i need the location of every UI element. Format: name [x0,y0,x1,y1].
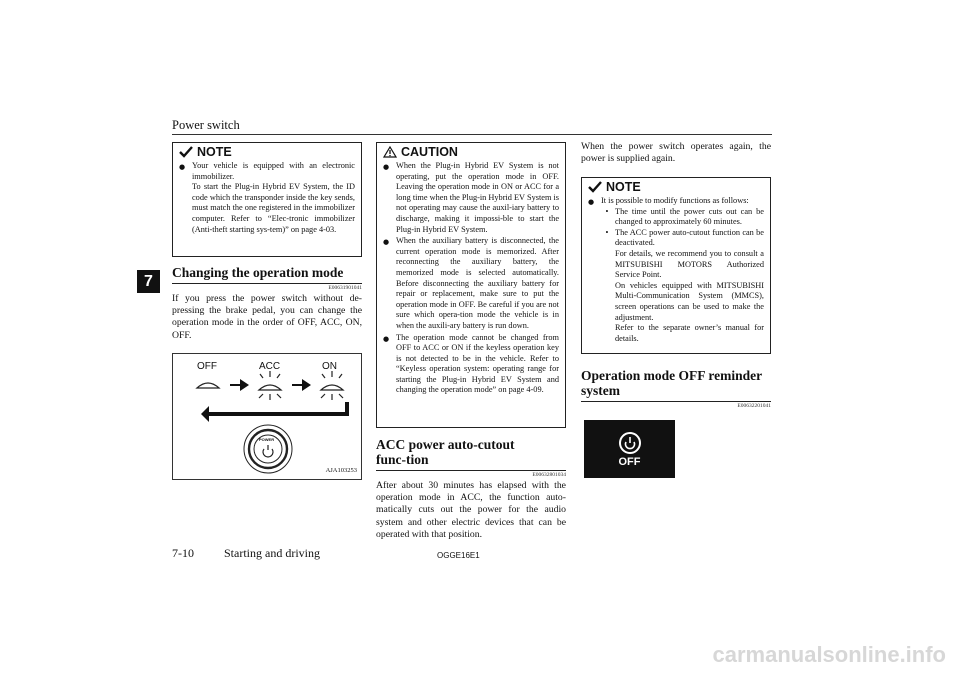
sub-item-1: The time until the power cuts out can be changed to approximately 60 minutes. [615,206,764,227]
caution-box [376,142,566,428]
section-rule [581,401,771,402]
section-title: ACC power auto-cutout func-tion [376,437,515,467]
section-changing-mode [172,265,362,342]
sub-item-2: The ACC power auto-cutout function can be deactivated. [615,227,764,248]
right-note-box [581,177,771,354]
on-lamp-icon [321,385,343,390]
sub-bullet-icon: • [605,206,609,216]
arrow-right-icon [292,379,311,391]
note-header [173,143,361,160]
section-title: Changing the operation mode [172,265,344,280]
note-lead: It is possible to modify functions as follows: [601,196,749,205]
note-extra-1: For details, we recommend you to consult a MITSUBISHI MOTORS Authorized Service Point. [615,248,764,280]
section-body: After about 30 minutes has elapsed with the operation mode in ACC, the function auto-matically cuts out the power for the audio system and other electric devices that can be operated with that position. [376,480,566,540]
label-on: ON [322,361,337,372]
label-acc: ACC [259,361,281,372]
footer-page-number: 7-10 [172,546,194,560]
right-intro-text: When the power switch operates again, the power is supplied again. [581,141,771,165]
bullet-circle-icon: ● [179,163,186,171]
section-acc-cutout [376,437,566,541]
caution-label: CAUTION [401,145,458,159]
list-item [603,207,764,228]
left-note-box [172,142,362,257]
list-item [179,161,355,235]
operation-mode-figure [172,353,362,480]
page-header-title: Power switch [172,118,240,132]
caution-item-3: The operation mode cannot be changed from OFF to ACC or ON if the keyless operation key is not detected to be in the vehicle. Refer to “Keyless operation system: operating range for starting the Plug-in Hybrid EV System and changing the operation mode” on page 4-09. [396,332,559,395]
off-lamp-icon [197,383,219,388]
header-rule [172,134,772,135]
off-indicator-text: OFF [618,456,641,468]
watermark: carmanualsonline.info [712,642,946,667]
list-item [588,196,764,344]
note-check-icon [588,181,602,193]
bullet-circle-icon: ● [383,163,390,171]
section-rule [172,283,362,284]
section-code: E00632801034 [532,472,566,478]
sub-bullet-icon: • [605,227,609,237]
list-item [383,333,559,397]
section-off-reminder [581,368,771,409]
bullet-circle-icon: ● [588,198,595,206]
figure-code: AJA103253 [325,467,357,474]
caution-header [377,143,565,160]
note-check-icon [179,146,193,158]
note-text: Your vehicle is equipped with an electronic immobilizer. [192,161,355,181]
bullet-circle-icon: ● [383,238,390,247]
acc-lamp-icon [259,385,281,390]
mode-diagram [173,354,363,481]
note-label: NOTE [606,180,641,194]
arrow-right-icon [230,379,249,391]
note-header [582,178,770,195]
section-code: E00631901041 [328,285,362,291]
caution-item-2: When the auxiliary battery is disconnected, the current operation mode is memorized. After reconnecting the auxiliary battery, the memorized mode is selected automatically. Before disconnecting the auxiliary battery for repair or replacement, make sure to put the operation mode in OFF. Be careful if you are not sure which opera-tion mode the vehicle is in when the auxili-ary battery is run down. [396,236,559,330]
power-button-label: POWER [259,437,275,442]
note-text-2: To start the Plug-in Hybrid EV System, the ID code which the transponder inside the key sends, must match the one registered in the immobilizer computer. Refer to “Elec-tronic immobilizer (Anti-theft starting sys-tem)” on page 4-03. [192,182,355,234]
footer-code: OGGE16E1 [437,551,480,560]
footer-chapter: Starting and driving [224,546,320,560]
note-label: NOTE [197,145,232,159]
return-arrow-icon [201,402,349,422]
chapter-tab: 7 [137,270,160,293]
list-item [603,228,764,345]
caution-item-1: When the Plug-in Hybrid EV System is not operating, put the operation mode in OFF. Leaving the operation mode in ON or ACC for a long time when the Plug-in Hybrid EV System is not operating may cause the auxil-iary battery to discharge, making it impossi-ble to start the Plug-in Hybrid EV System. [396,161,560,234]
note-extra-3: Refer to the separate owner’s manual for details. [615,323,764,343]
note-body [582,195,770,349]
power-indicator-icon [584,420,675,478]
list-item [383,236,559,331]
bullet-circle-icon: ● [383,334,390,343]
label-off: OFF [197,361,217,372]
off-indicator-figure [584,420,675,478]
note-extra-2: On vehicles equipped with MITSUBISHI Multi-Communication System (MMCS), screen operations can be used to make the adjustment. [615,280,764,322]
section-title: Operation mode OFF reminder system [581,368,762,398]
section-body: If you press the power switch without de-pressing the brake pedal, you can change the operation mode in the order of OFF, ACC, ON, OFF. [172,293,362,341]
list-item [383,161,559,235]
section-code: E00632201041 [737,403,771,409]
warning-triangle-icon [383,146,397,158]
section-rule [376,470,566,471]
note-body [173,160,361,240]
caution-body [377,160,565,401]
